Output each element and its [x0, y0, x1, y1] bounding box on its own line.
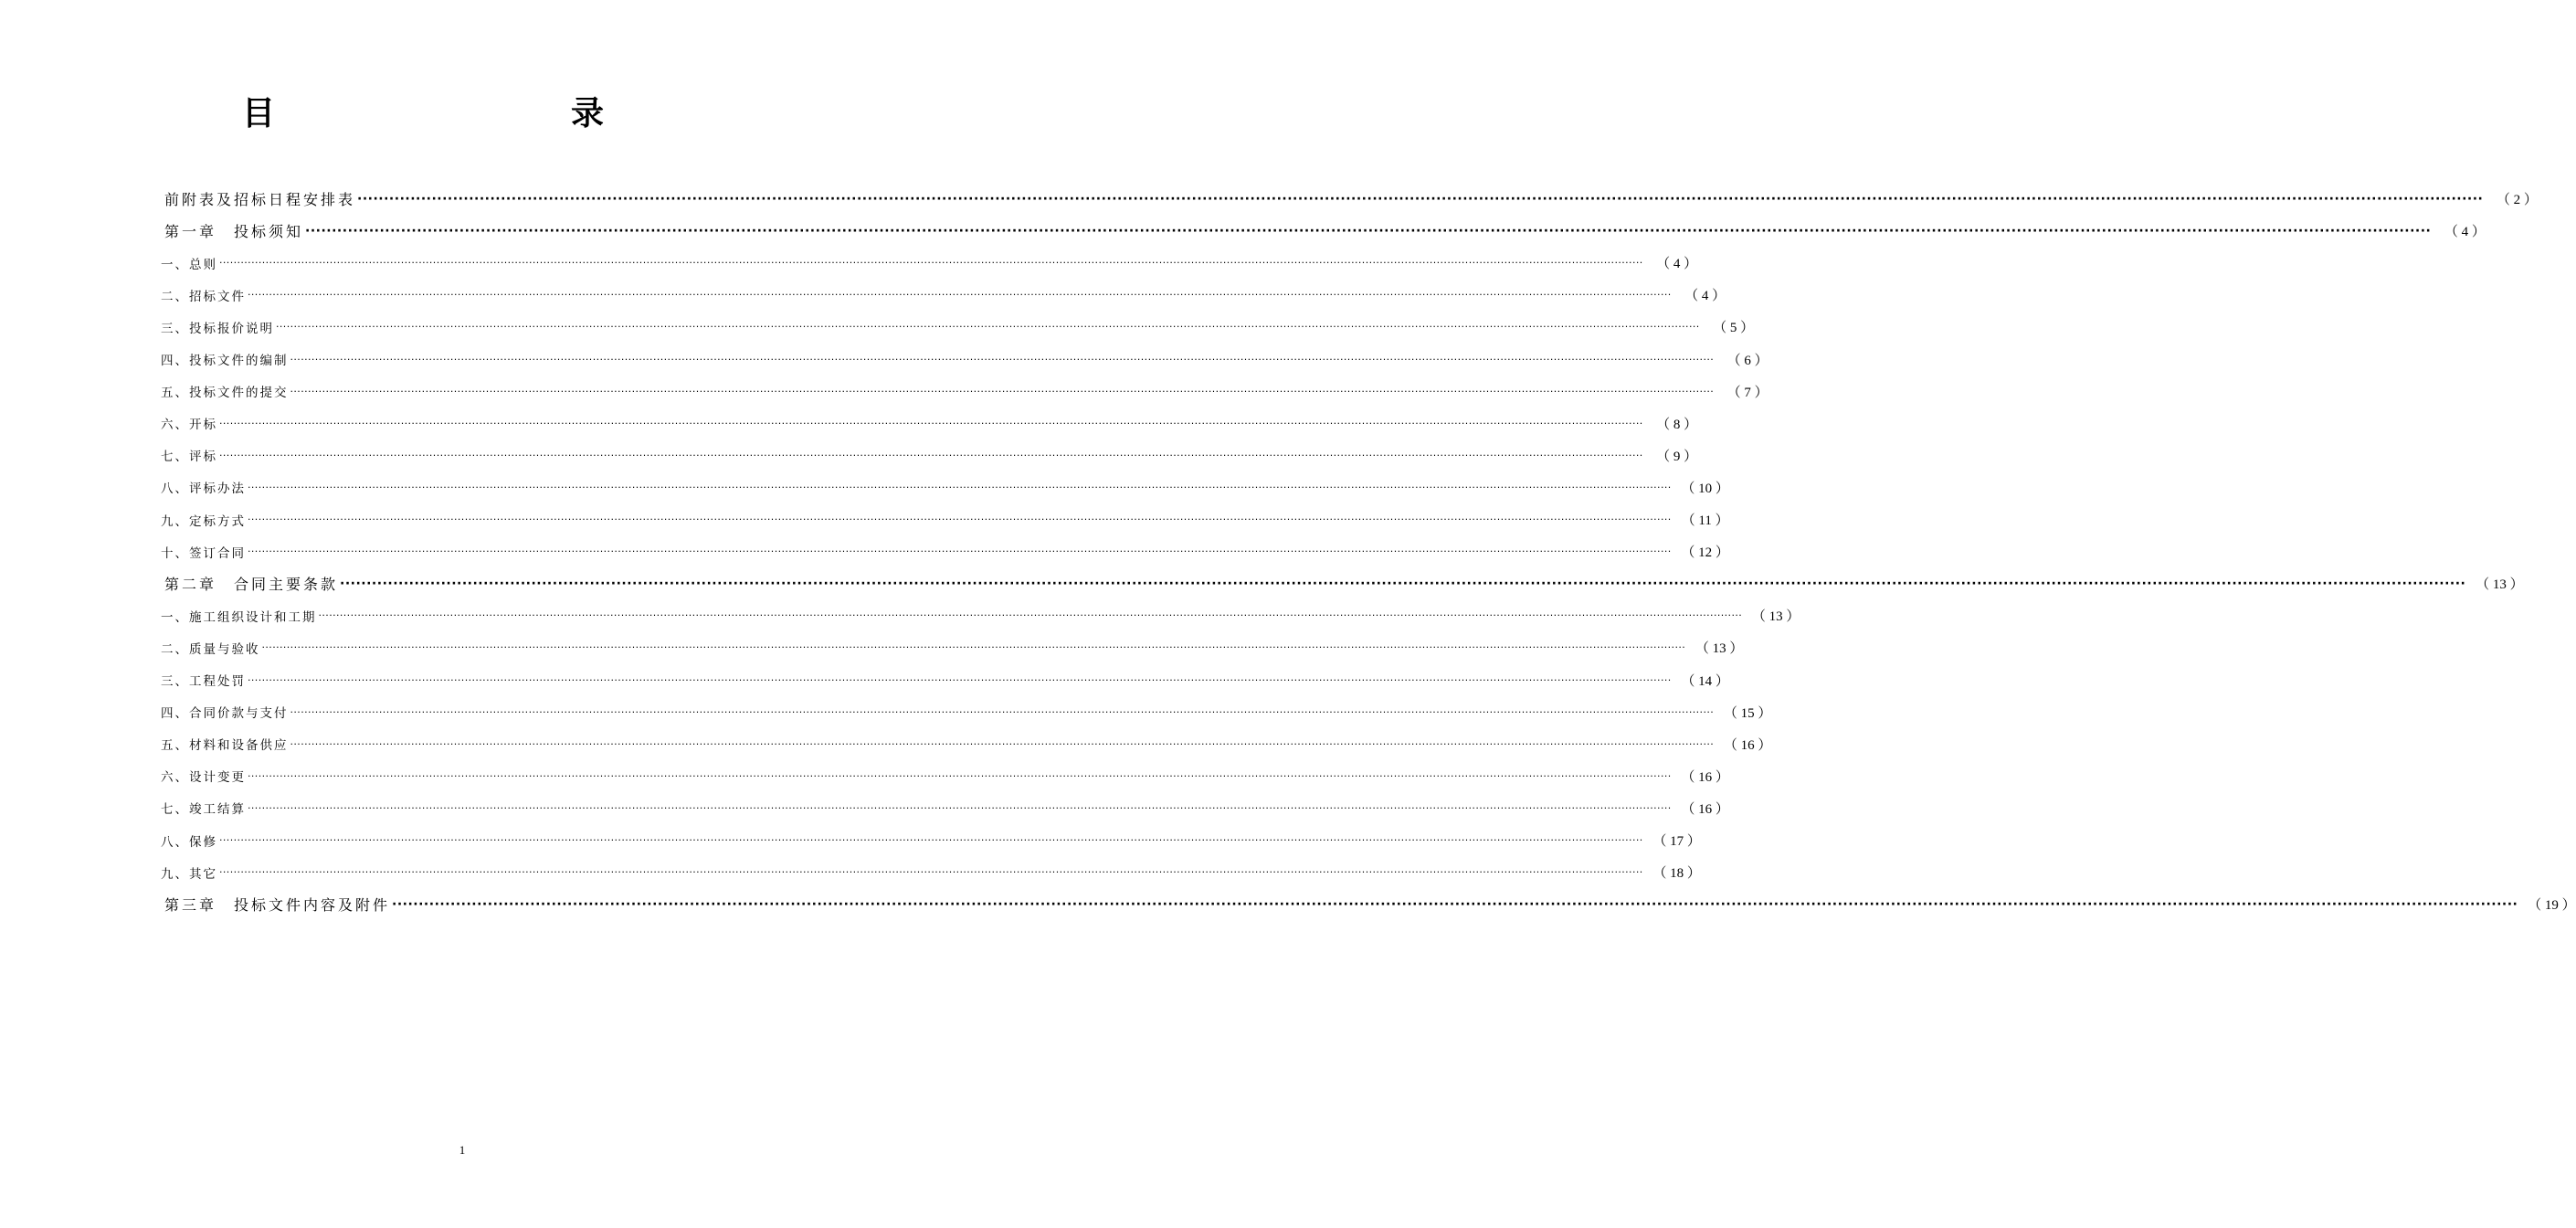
- toc-entry[interactable]: [161, 279, 1726, 311]
- toc-entry-page: （ 7 ）: [1726, 385, 1768, 400]
- toc-entry[interactable]: [161, 376, 1768, 408]
- leader-dots: ················································································································································································································································································································································································································: [305, 223, 2432, 238]
- toc-entry-page: （ 13 ）: [1751, 609, 1800, 625]
- toc-entry-page: （ 9 ）: [1656, 449, 1698, 464]
- toc-entry-label: 一、施工组织设计和工期: [161, 609, 317, 625]
- leader-dots: ················································································································································································································································································································································································································: [392, 896, 2518, 912]
- toc-entry[interactable]: [161, 183, 2538, 215]
- toc-entry-page: （ 16 ）: [1681, 769, 1729, 785]
- toc-entry-page: （ 13 ）: [1694, 641, 1744, 657]
- leader-dots: ················································································································································································································································································································································································································: [290, 705, 1715, 718]
- toc-entry-page: （ 8 ）: [1656, 417, 1698, 432]
- toc-entry-page: （ 14 ）: [1681, 673, 1729, 689]
- toc-entry-label: 四、合同价款与支付: [161, 706, 289, 722]
- toc-entry[interactable]: [161, 311, 1755, 343]
- leader-dots: ················································································································································································································································································································································································································: [219, 834, 1643, 846]
- leader-dots: ················································································································································································································································································································································································································: [248, 545, 1672, 558]
- leader-dots: ················································································································································································································································································································································································································: [357, 191, 2484, 206]
- toc-entry[interactable]: [161, 728, 1772, 760]
- toc-entry-page: （ 13 ）: [2476, 577, 2524, 593]
- toc-entry-label: 三、工程处罚: [161, 674, 246, 689]
- leader-dots: ················································································································································································································································································································································································································: [219, 417, 1643, 429]
- leader-dots: ················································································································································································································································································································································································································: [290, 353, 1715, 365]
- leader-dots: ················································································································································································································································································································································································································: [261, 641, 1686, 654]
- toc-entry[interactable]: [161, 439, 1698, 471]
- toc-entry[interactable]: [161, 631, 1744, 663]
- toc-entry-page: （ 4 ）: [2444, 225, 2486, 240]
- toc-entry-page: （ 4 ）: [1656, 257, 1698, 272]
- toc-entry-page: （ 16 ）: [1723, 737, 1772, 753]
- toc-entry-label: 第二章 合同主要条款: [164, 576, 339, 594]
- toc-entry[interactable]: [161, 599, 1800, 631]
- toc-entry[interactable]: [161, 344, 1768, 376]
- toc-entry-page: （ 2 ）: [2496, 193, 2538, 207]
- toc-entry-label: 第三章 投标文件内容及附件: [164, 896, 391, 915]
- leader-dots: ················································································································································································································································································································································································································: [248, 289, 1672, 302]
- leader-dots: ················································································································································································································································································································································································································: [248, 673, 1672, 686]
- toc-entry-label: 第一章 投标须知: [164, 223, 304, 241]
- toc-entry-page: （ 16 ）: [1681, 801, 1729, 817]
- toc-entry[interactable]: [161, 792, 1729, 824]
- toc-entry-label: 七、竣工结算: [161, 802, 246, 818]
- toc-entry-label: 十、签订合同: [161, 545, 246, 561]
- toc-entry[interactable]: [161, 408, 1698, 439]
- toc-entry-label: 八、保修: [161, 834, 217, 850]
- toc-entry[interactable]: [161, 503, 1729, 535]
- leader-dots: ················································································································································································································································································································································································································: [219, 866, 1643, 879]
- toc-entry-page: （ 6 ）: [1726, 353, 1768, 368]
- leader-dots: ················································································································································································································································································································································································································: [248, 513, 1672, 525]
- toc-entry-page: （ 15 ）: [1723, 705, 1772, 721]
- leader-dots: ················································································································································································································································································································································································································: [290, 385, 1715, 397]
- toc-entry-page: （ 19 ）: [2528, 898, 2576, 914]
- toc-entry[interactable]: [161, 696, 1772, 728]
- toc-entry[interactable]: [161, 856, 1701, 888]
- toc-entry-label: 一、总则: [161, 257, 217, 272]
- toc-entry[interactable]: [161, 215, 2486, 247]
- toc-entry-label: 四、投标文件的编制: [161, 354, 289, 368]
- toc-entry[interactable]: [161, 888, 2576, 920]
- leader-dots: ················································································································································································································································································································································································································: [290, 737, 1715, 750]
- toc-entry-label: 五、材料和设备供应: [161, 738, 289, 754]
- toc-entry[interactable]: [161, 824, 1701, 856]
- toc-entry-label: 九、定标方式: [161, 513, 246, 529]
- toc-entry-page: （ 10 ）: [1681, 481, 1729, 496]
- leader-dots: ················································································································································································································································································································································································································: [340, 576, 2466, 591]
- leader-dots: ················································································································································································································································································································································································································: [318, 609, 1743, 622]
- toc-entry-page: （ 4 ）: [1684, 289, 1726, 304]
- toc-entry-page: （ 11 ）: [1681, 513, 1729, 528]
- leader-dots: ················································································································································································································································································································································································································: [219, 449, 1643, 461]
- toc-entry-page: （ 18 ）: [1652, 866, 1701, 882]
- page-number: 1: [459, 1143, 466, 1157]
- toc-entry-label: 二、质量与验收: [161, 641, 260, 657]
- toc-entry-label: 三、投标报价说明: [161, 321, 274, 336]
- toc-entry-page: （ 17 ）: [1652, 834, 1701, 849]
- toc-entry-label: 八、评标办法: [161, 482, 246, 497]
- toc-entry-label: 七、评标: [161, 450, 217, 465]
- toc-entry-label: 六、设计变更: [161, 770, 246, 786]
- toc-entry[interactable]: [161, 664, 1729, 696]
- toc-entry[interactable]: [161, 471, 1729, 503]
- toc-entry-page: （ 5 ）: [1713, 321, 1755, 336]
- leader-dots: ················································································································································································································································································································································································································: [248, 769, 1672, 782]
- toc-entry-label: 五、投标文件的提交: [161, 386, 289, 401]
- toc-entry-label: 二、招标文件: [161, 289, 246, 304]
- page-title: 目 录: [241, 95, 681, 132]
- toc-entry[interactable]: [161, 247, 1698, 279]
- leader-dots: ················································································································································································································································································································································································································: [248, 481, 1672, 493]
- toc-entry-label: 六、开标: [161, 418, 217, 433]
- toc-entry[interactable]: [161, 567, 2524, 599]
- leader-dots: ················································································································································································································································································································································································································: [248, 801, 1672, 814]
- toc-entry-page: （ 12 ）: [1681, 545, 1729, 561]
- leader-dots: ················································································································································································································································································································································································································: [219, 257, 1643, 270]
- toc-entry-label: 前附表及招标日程安排表: [164, 191, 356, 208]
- toc-entry[interactable]: [161, 535, 1729, 567]
- leader-dots: ················································································································································································································································································································································································································: [276, 321, 1700, 333]
- toc-entry[interactable]: [161, 760, 1729, 792]
- toc-entry-label: 九、其它: [161, 866, 217, 882]
